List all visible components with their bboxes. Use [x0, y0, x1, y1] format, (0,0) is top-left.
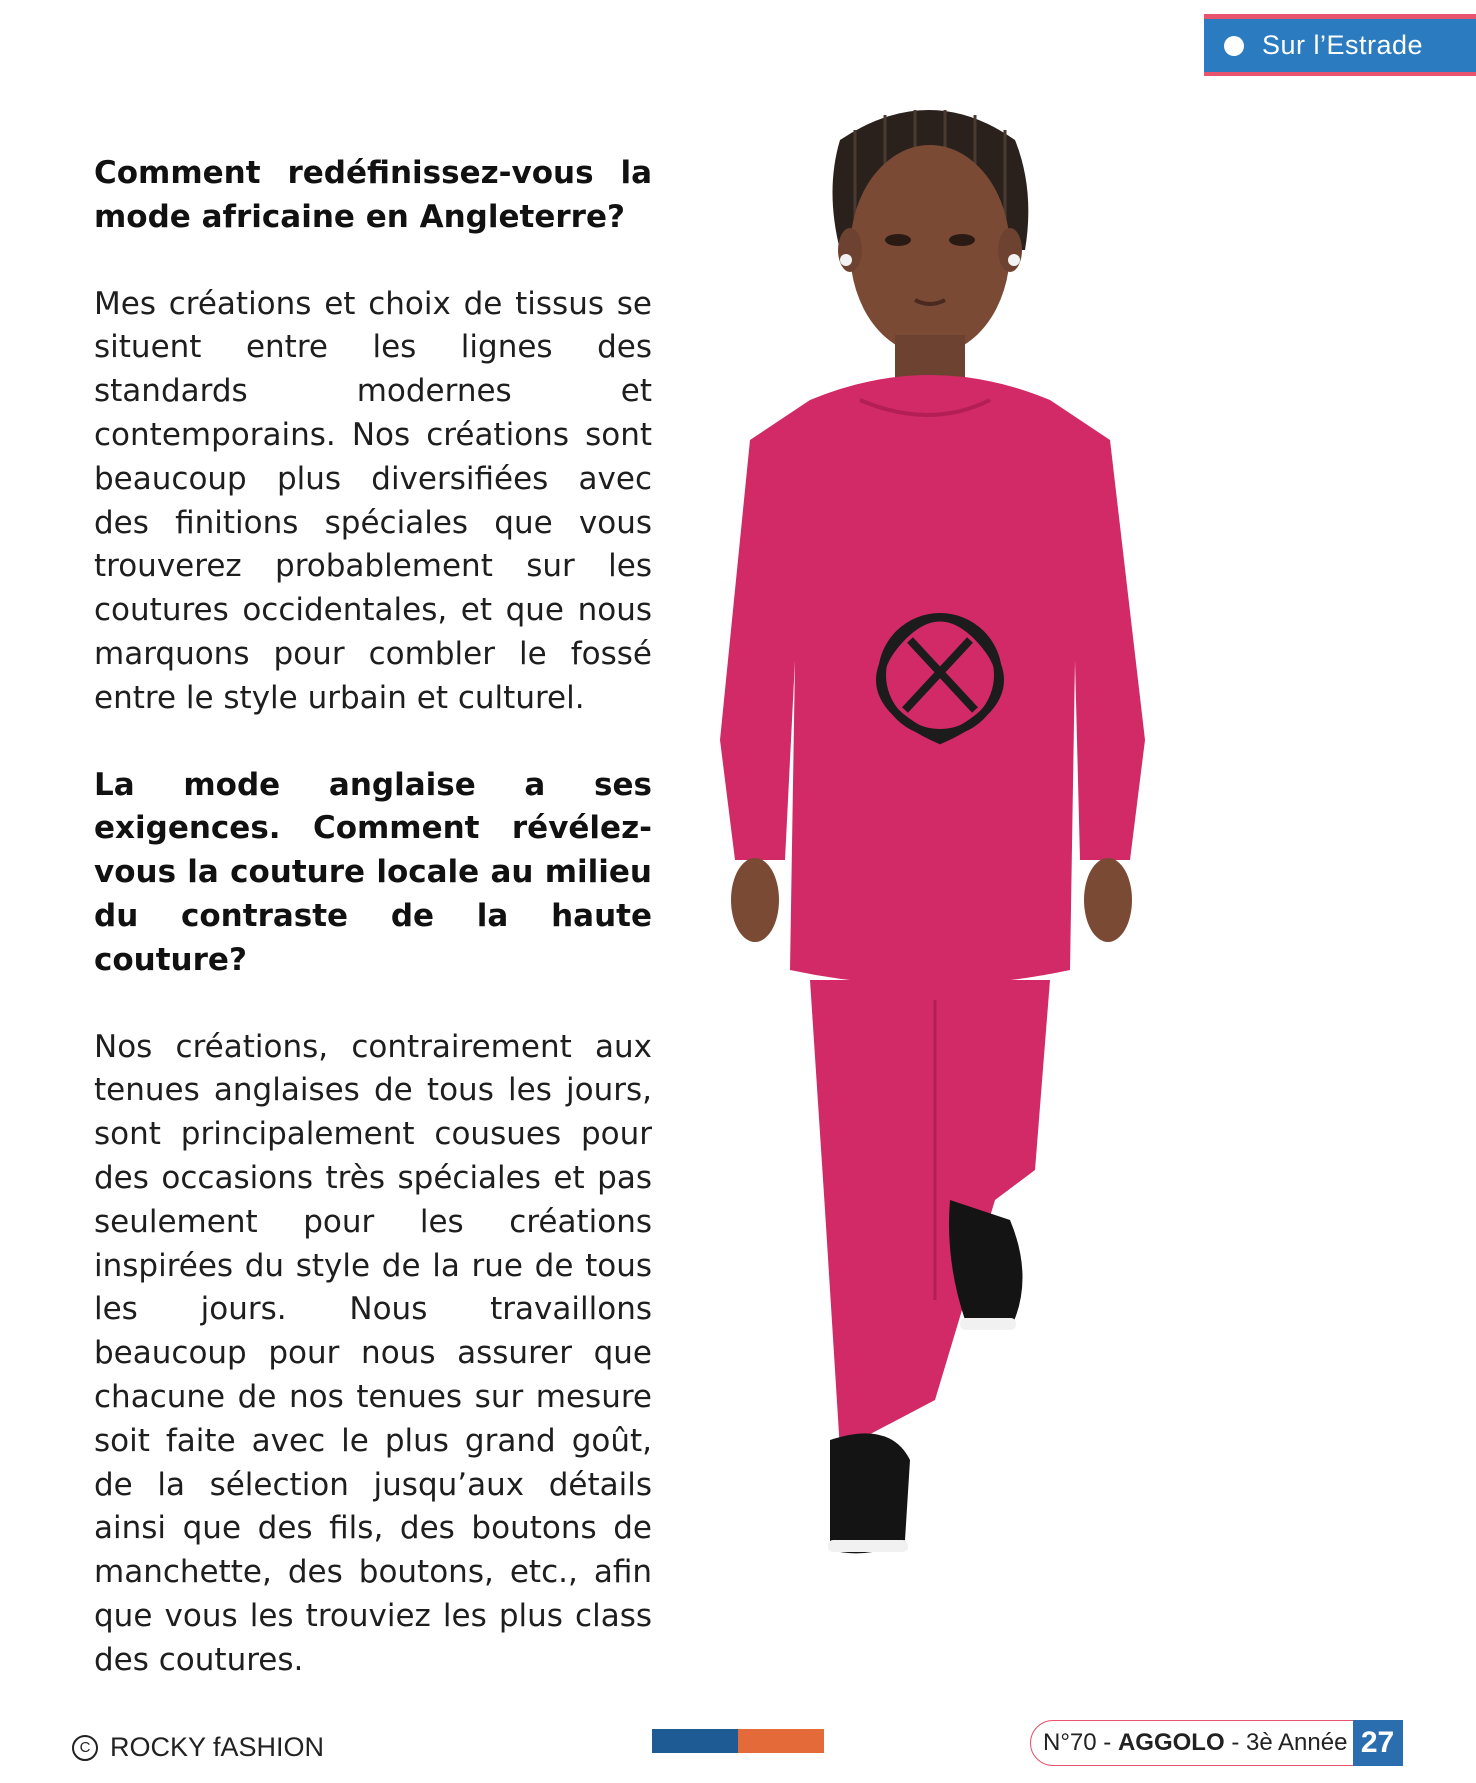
photo-credit — [72, 1732, 324, 1763]
answer-2: Nos créations, contrairement aux tenues anglaises de tous les jours, sont principalement cousues pour des occasions très spéciales et pas seulement pour les créations inspirées du style de la rue de tous les jours. Nous travaillons beaucoup pour nous assurer que chacune de nos tenues sur mesure soit faite avec le plus grand goût, de la sélection jusqu’aux détails ainsi que des fils, des boutons de manchette, des boutons, etc., afin que vous les trouviez les plus class des coutures. — [94, 1028, 652, 1678]
answer-1: Mes créations et choix de tissus se situent entre les lignes des standards modernes et contemporains. Nos créations sont beaucoup plus diversifiées avec des finitions spéciales que vous trouverez probablement sur les coutures occidentales, et que nous marquons pour combler le fossé entre le style urbain et culturel. — [94, 285, 652, 716]
model-photo — [690, 100, 1250, 1680]
credit-text: ROCKY fASHION — [110, 1732, 325, 1762]
question-2: La mode anglaise a ses exigences. Comment révélez-vous la couture locale au milieu du contraste de la haute couture? — [94, 766, 652, 978]
page-number: 27 — [1353, 1720, 1403, 1766]
issue-number: N°70 - — [1043, 1729, 1112, 1756]
bullet-dot-icon — [1224, 36, 1244, 56]
blue-segment — [652, 1729, 738, 1753]
issue-year: - 3è Année — [1231, 1729, 1348, 1756]
left-shoe — [830, 1433, 910, 1553]
article-column — [94, 152, 652, 1726]
face — [850, 145, 1010, 355]
decorative-color-bar — [652, 1729, 824, 1753]
question-1: Comment redéfinissez-vous la mode africaine en Angleterre? — [94, 155, 652, 235]
magazine-name: AGGOLO — [1117, 1729, 1225, 1756]
section-label: Sur l’Estrade — [1262, 30, 1424, 60]
trousers — [810, 980, 1050, 1450]
issue-text — [1031, 1729, 1353, 1757]
issue-info — [1030, 1720, 1402, 1766]
section-tab — [1204, 14, 1476, 76]
orange-segment — [738, 1729, 824, 1753]
copyright-icon: C — [72, 1735, 98, 1761]
